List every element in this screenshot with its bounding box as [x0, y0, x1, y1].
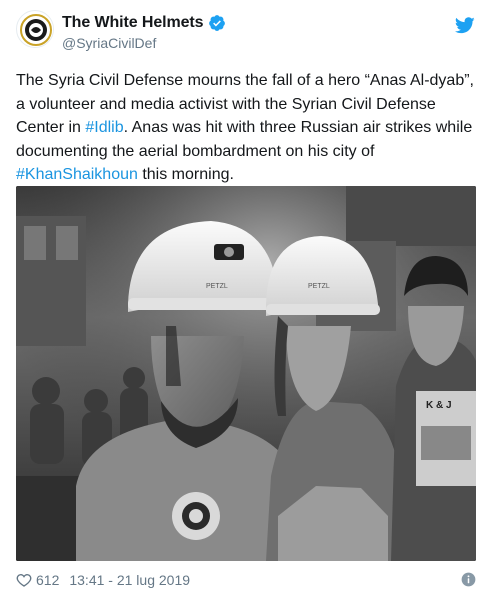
helmet-brand-label-1: PETZL [206, 283, 228, 290]
tweet-text [16, 69, 476, 187]
photo-illustration [16, 186, 476, 561]
avatar[interactable] [16, 10, 54, 48]
heart-icon[interactable] [16, 572, 32, 588]
tweet-timestamp[interactable]: 13:41 - 21 lug 2019 [69, 572, 191, 588]
twitter-bird-icon[interactable] [455, 17, 475, 34]
tweet-photo[interactable] [16, 186, 476, 561]
hashtag-khanshaikhoun-link[interactable]: #KhanShaikhoun [16, 166, 138, 183]
verified-badge-icon [208, 14, 226, 32]
tweet-text-part-1: The Syria Civil Defense mourns the fall of a hero “Anas Al-dyab”, a volunteer and media activist with the Syrian Civil Defense Center in [16, 72, 474, 136]
helmet-brand-label-2: PETZL [308, 283, 330, 290]
author-handle[interactable]: @SyriaCivilDef [62, 35, 157, 51]
tweet-text-part-3: this morning. [137, 166, 234, 183]
tweet-footer [16, 569, 476, 591]
info-icon[interactable] [461, 572, 476, 587]
hashtag-idlib-link[interactable]: #Idlib [85, 119, 124, 136]
display-name[interactable]: The White Helmets [62, 14, 204, 31]
like-count[interactable]: 612 [36, 572, 60, 588]
white-helmets-logo-icon [17, 11, 54, 48]
shirt-text-label: K & J [426, 400, 452, 411]
author-name-row[interactable] [62, 13, 226, 33]
tweet-text-part-2: . Anas was hit with three Russian air strikes while documenting the aerial bombardment on his city of [16, 119, 473, 160]
